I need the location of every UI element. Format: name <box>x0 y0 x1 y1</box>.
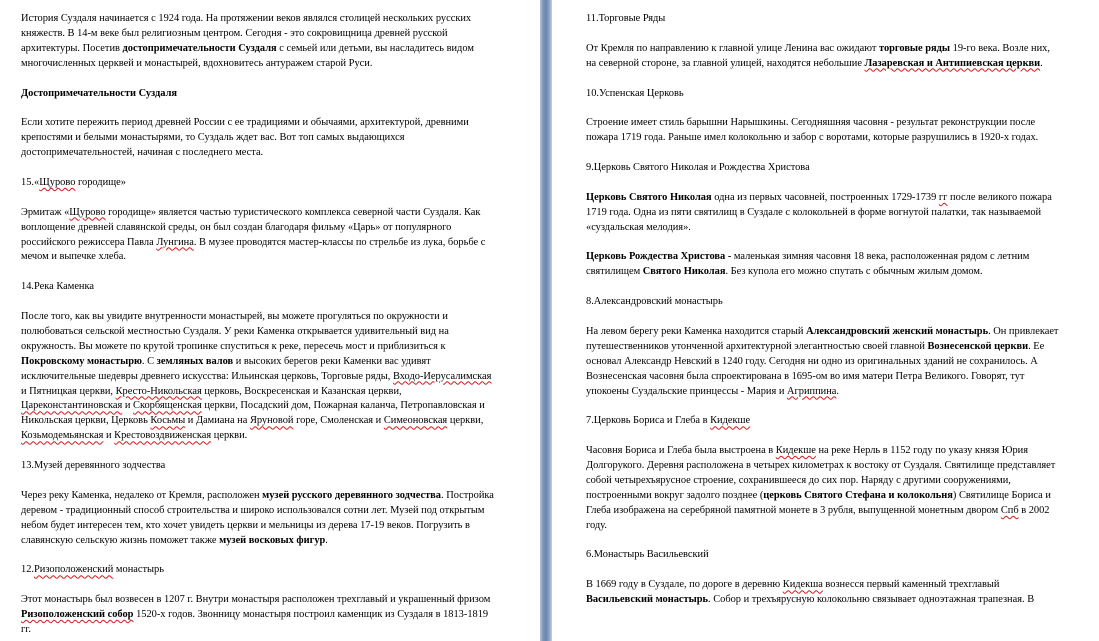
text-run: 19-го века. Возле них, на северной стороне, за главной улицей, находятся небольшие <box>586 42 1050 69</box>
text-run: После того, как вы увидите внутренности монастырей, вы можете прогуляться по окружности и полюбоваться сельской местностью Суздаля. У реки Каменка открывается удивительный вид на окружность. Вы можете по крутой тропинке спуститься к реке, пересечь мост и приблизиться к <box>21 311 449 352</box>
text-run: На левом берегу реки Каменка находится старый <box>586 325 807 337</box>
misspelled-word: Симеоновская <box>383 415 448 427</box>
bold-text: музей восковых фигур <box>219 534 326 546</box>
bold-text: Достопримечательности Суздаля <box>21 87 178 99</box>
text-run: Этот монастырь был возвесен в 1207 г. Внутри монастыря расположен трехглавый и украшенный фризом <box>21 594 491 606</box>
misspelled-word: Щурово <box>39 176 76 188</box>
text-run: . <box>836 385 839 397</box>
text-run: 13.Музей деревянного зодчества <box>21 460 166 472</box>
page-body-left <box>21 12 494 641</box>
paragraph <box>586 414 1060 429</box>
bold-text: Васильевский монастырь <box>586 594 708 606</box>
bold-text: музей русского деревянного зодчества <box>262 489 441 501</box>
paragraph <box>586 444 1060 533</box>
text-run: . Ее основал Александр Невский в 1240 году. Сегодня ни одно из оригинальных зданий не сохранилось. А Вознесенская часовня была спроектирована в 1695-ом во имя матери Петра Великого. Говорят, тут упокоены Суздальские принцессы - Мария и <box>586 340 1045 397</box>
bold-text: Александровский женский монастырь <box>806 325 989 337</box>
text-run: 12. <box>21 564 34 576</box>
paragraph <box>21 489 494 549</box>
paragraph <box>586 325 1060 400</box>
text-run: 15.« <box>21 176 40 188</box>
paragraph <box>21 206 494 266</box>
bold-text: Вознесенской церкви <box>927 340 1029 352</box>
text-run: . С <box>141 355 157 367</box>
text-run: . Он привлекает путешественников утонченной архитектурной элегантностью своей главной <box>586 325 1059 352</box>
misspelled-word: Яруновой <box>249 415 294 427</box>
text-run: на реке Нерль в 1152 году по указу князя Юрия Долгорукого. Деревня расположена в четырех километрах к востоку от Суздаля. Святилище представляет собой четырехъярусное строение, сохранившееся до сих пор. Наряду с другими сооружениями, построенными вокруг задолго позднее ( <box>586 445 1056 501</box>
misspelled-word: Кресто-Никольская <box>115 385 202 397</box>
paragraph <box>21 176 494 191</box>
text-run: Строение имеет стиль барышни Нарышкины. Сегодняшняя часовня - результат реконструкции после пожара 1719 года. Раньше имел колокольню и забор с воротами, которые разрушились в 1920-х годах. <box>586 117 1039 144</box>
misspelled-word: Ризоположенский собор <box>21 609 134 621</box>
misspelled-word: Агриппина <box>786 385 837 397</box>
bold-text: церковь Святого Стефана и колокольня <box>763 489 953 501</box>
text-run: Часовня Бориса и Глеба была выстроена в <box>586 445 776 457</box>
misspelled-word: Крестовоздвиженская <box>114 430 212 442</box>
misspelled-word: Лунгина <box>156 236 194 248</box>
text-run: История Суздаля начинается с 1924 года. На протяжении веков являлся столицей нескольких русских княжеств. В 14-м веке был религиозным центром. Сегодня - это сокровищница древней русской архитектуры. Посетив <box>21 13 472 54</box>
text-run: церкви, Посадский дом, Пожарная каланча, Петропавловская и Никольская церкви, Церковь <box>21 400 485 427</box>
text-run: горе, Смоленская и <box>293 415 384 427</box>
bold-text: Церковь Святого Николая <box>586 191 712 203</box>
text-run: 9.Церковь Святого Николая и Рождества Христова <box>586 162 810 173</box>
misspelled-word: Лазаревская и Антипиевская церкви <box>864 57 1041 69</box>
paragraph <box>21 459 494 474</box>
misspelled-word: Кидекше <box>710 415 751 427</box>
misspelled-word: Косьмы <box>150 415 186 427</box>
paragraph <box>586 191 1060 236</box>
text-run: 1520-х годов. Звонницу монастыря построил каменщик из Суздаля в 1813-1819 гг. <box>21 609 489 635</box>
text-run: церкви, <box>447 415 484 427</box>
text-run: с семьей или детьми, вы насладитесь видом многочисленных церквей и монастырей, вдохновитесь антуражем старой Руси. <box>21 42 474 69</box>
text-run: Через реку Каменка, недалеко от Кремля, расположен <box>21 489 263 501</box>
text-run: и <box>122 400 134 412</box>
text-run: городище» <box>75 176 126 188</box>
paragraph <box>21 116 494 161</box>
paragraph <box>586 116 1060 146</box>
misspelled-word: Козьмодемьянская <box>21 430 104 442</box>
paragraph <box>586 250 1060 280</box>
bold-text: Церковь Рождества Христова - <box>586 251 732 263</box>
text-run: . <box>325 534 328 546</box>
text-run: 14.Река Каменка <box>21 281 94 293</box>
paragraph <box>21 310 494 444</box>
text-run: . В музее проводятся мастер-классы по стрельбе из лука, борьбе с мечом и выпечке хлеба. <box>21 236 486 263</box>
text-run: 6.Монастырь Васильевский <box>586 549 709 561</box>
text-run: церковь, Воскресенская и Казанская церкви, <box>201 385 402 397</box>
bold-text: земляных валов <box>156 355 234 367</box>
text-run: . Постройка деревом - традиционный способ строительства и широко использовался сотни лет. Музей под открытым небом будет интересен тем, кто хочет увидеть церкви и мельницы из дерева 17-19 веков. Погрузить в славянскую сельскую жизнь поможет также <box>21 489 494 546</box>
document-page-left <box>0 0 540 641</box>
text-run: . Собор и трехъярусную колокольню связывает одноэтажная трапезная. В <box>708 594 1035 606</box>
paragraph <box>586 87 1060 102</box>
misspelled-word: Кидекше <box>775 445 816 457</box>
text-run: 11.Торговые Ряды <box>586 13 666 24</box>
text-run: . Без купола его можно спутать с обычным жилым домом. <box>725 266 983 278</box>
bold-text: достопримечательности Суздаля <box>122 42 277 54</box>
bold-text: Святого Николая <box>642 266 726 278</box>
text-run: . <box>1040 57 1043 69</box>
text-run: 10.Успенская Церковь <box>586 87 684 99</box>
text-run: одна из первых часовней, построенных 1729-1739 <box>711 191 939 203</box>
misspelled-word: Спб <box>1000 504 1019 516</box>
text-run: и Пятницкая церкви, <box>21 385 116 397</box>
text-run: и <box>103 430 115 442</box>
paragraph <box>586 578 1060 608</box>
bold-text: Покровскому монастырю <box>21 355 142 367</box>
paragraph <box>586 161 1060 176</box>
text-run: Эрмитаж « <box>21 206 70 218</box>
misspelled-word: Скорбященская <box>133 400 202 412</box>
text-run: 7.Церковь Бориса и Глеба в <box>586 415 711 427</box>
paragraph <box>586 548 1060 563</box>
text-run: 8.Александровский монастырь <box>586 296 723 308</box>
misspelled-word: Кидекша <box>782 579 823 591</box>
document-page-right <box>552 0 1099 641</box>
misspelled-word: Ризоположенский <box>34 564 114 576</box>
misspelled-word: гг <box>938 191 948 203</box>
page-body-right <box>586 12 1060 623</box>
bold-text: торговые ряды <box>878 42 951 54</box>
text-run: маленькая зимняя часовня 18 века, расположенная рядом с летним святилищем <box>586 251 1030 278</box>
paragraph <box>586 12 1060 27</box>
text-run: В 1669 году в Суздале, по дороге в деревню <box>586 579 783 591</box>
text-run: в 2002 году. <box>586 504 1050 531</box>
page-divider <box>540 0 552 641</box>
paragraph <box>21 280 494 295</box>
paragraph <box>586 295 1060 310</box>
misspelled-word: Цареконстантиновская <box>21 400 123 412</box>
misspelled-word: Входо-Иерусалимская <box>392 370 492 382</box>
text-run: после великого пожара 1719 года. Одна из пяти святилищ в Суздале с колокольней в форме вогнутой палатки, так называемой «суздальская мелодия». <box>586 191 1052 233</box>
text-run: и высоких берегов реки Каменки вас удивят исключительные шедевры древнего искусства: Ильинская церковь, Торговые ряды, <box>21 355 431 382</box>
paragraph <box>21 563 494 578</box>
text-run: церкви. <box>211 430 248 442</box>
text-run: ) Святилище Бориса и Глеба изображена на серебряной памятной монете в 3 рубля, выпущенной монетным двором <box>586 489 1051 516</box>
text-run: вознесся первый каменный трехглавый <box>822 579 1000 591</box>
text-run: городище» является частью туристического комплекса северной части Суздаля. Как воплощение древней славянской среды, он был создан благодаря фильму «Царь» от популярного российского режиссера Павла <box>21 206 481 248</box>
paragraph <box>21 12 494 72</box>
text-run: Если хотите пережить период древней России с ее традициями и обычаями, архитектурой, древними крепостями и белыми монастырями, то Суздаль ждет вас. Вот топ самых выдающихся достопримечательностей, начиная с последнего места. <box>21 117 469 159</box>
paragraph <box>21 593 494 638</box>
section-heading <box>21 87 494 102</box>
text-run: и Дамиана на <box>185 415 250 427</box>
misspelled-word: Щурово <box>69 206 106 218</box>
paragraph <box>586 42 1060 72</box>
text-run: От Кремля по направлению к главной улице Ленина вас ожидают <box>586 42 879 54</box>
text-run: монастырь <box>113 564 164 576</box>
